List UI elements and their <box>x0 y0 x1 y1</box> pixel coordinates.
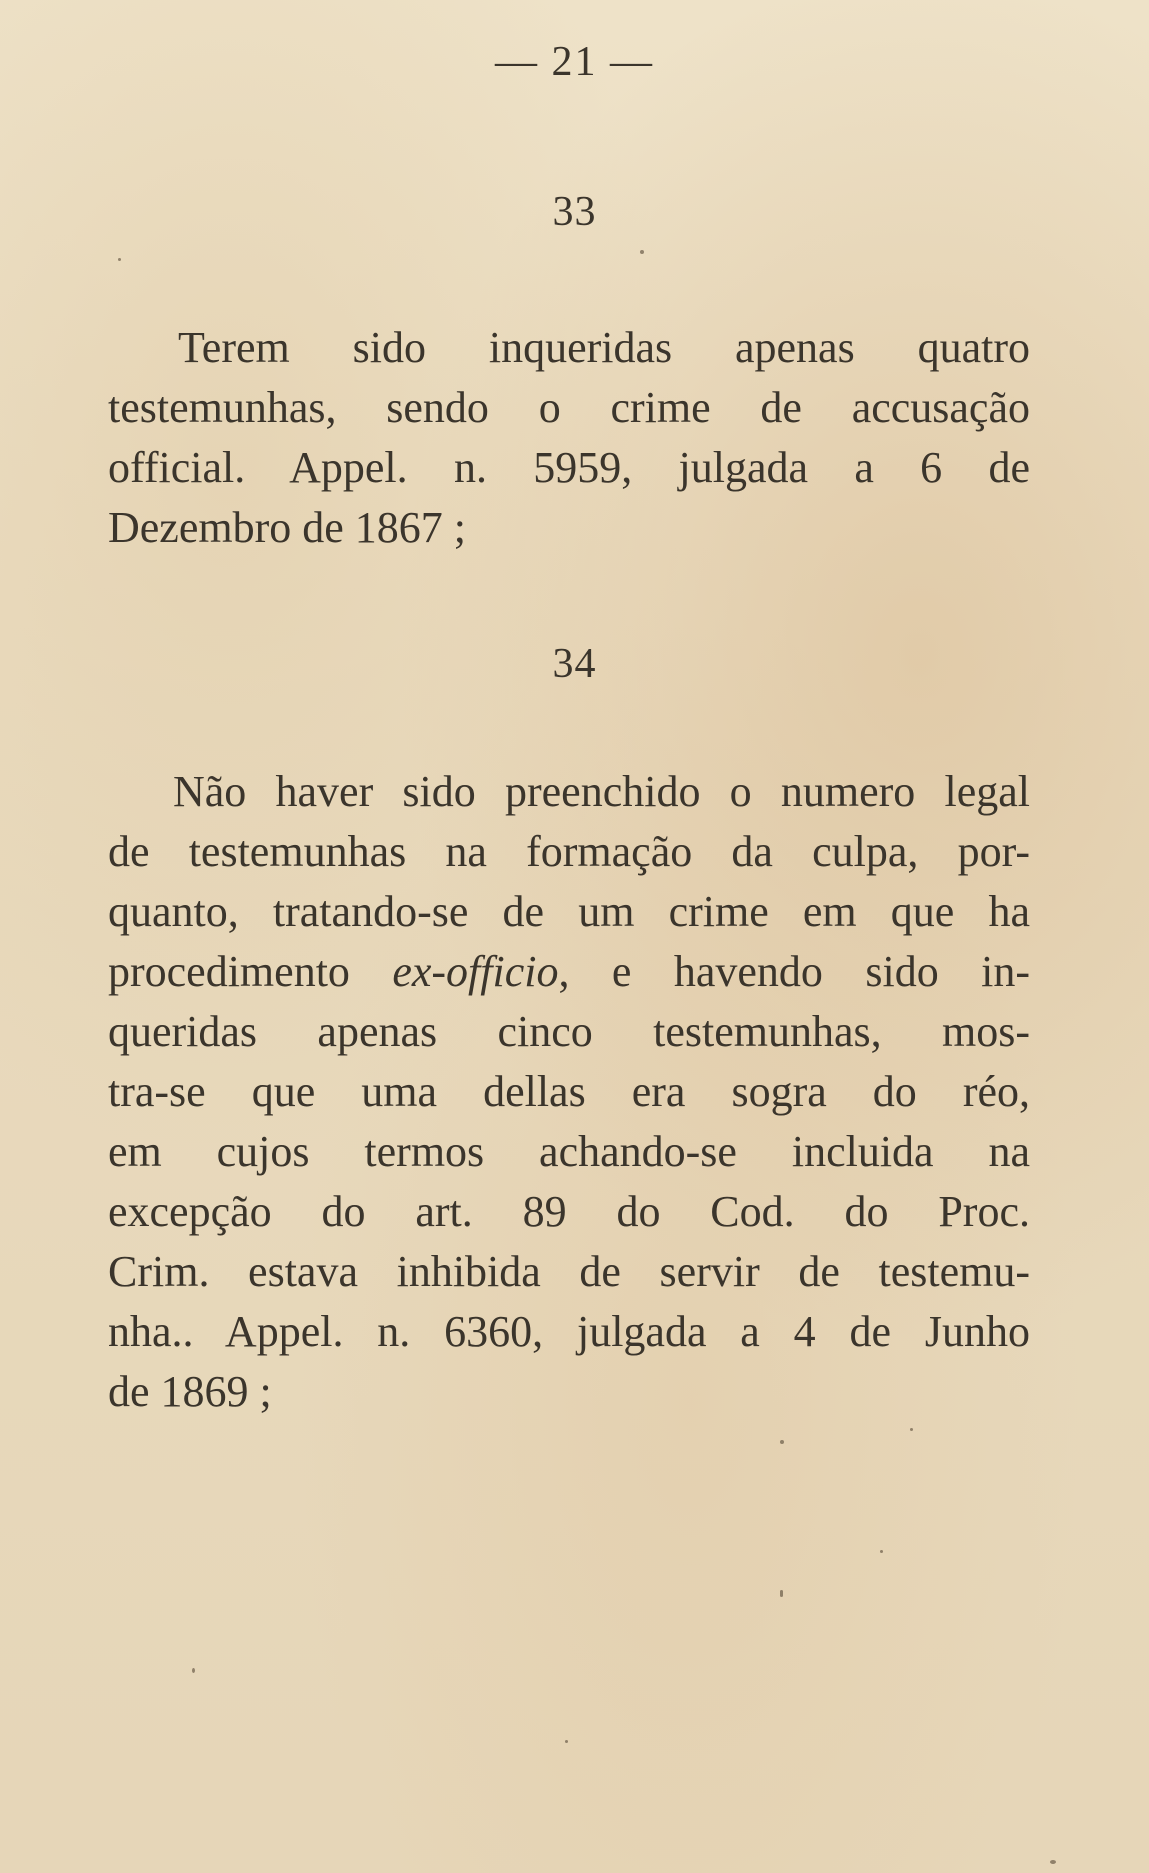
text-line: Dezembro de 1867 ; <box>108 503 466 552</box>
text-line: official. Appel. n. 5959, julgada a 6 de <box>108 443 1030 492</box>
paper-speck <box>910 1428 913 1431</box>
paragraph-34 <box>108 762 1030 1422</box>
text-line: queridas apenas cinco testemunhas, mos- <box>108 1007 1030 1056</box>
section-number-34: 34 <box>552 641 597 687</box>
paper-speck <box>880 1550 883 1553</box>
text-line-with-italic <box>108 942 1030 1002</box>
text-line: em cujos termos achando-se incluida na <box>108 1127 1030 1176</box>
text-line: nha.. Appel. n. 6360, julgada a 4 de Junho <box>108 1307 1030 1356</box>
text-line: de 1869 ; <box>108 1367 272 1416</box>
text-line: excepção do art. 89 do Cod. do Proc. <box>108 1187 1030 1236</box>
paper-speck <box>640 250 644 254</box>
paper-speck <box>192 1668 195 1673</box>
text-line: Terem sido inqueridas apenas quatro <box>178 323 1030 372</box>
text-run: , e havendo sido in- <box>558 947 1030 996</box>
text-line: Não haver sido preenchido o numero legal <box>173 767 1030 816</box>
text-line: Crim. estava inhibida de servir de testemu- <box>108 1247 1030 1296</box>
paper-speck <box>780 1440 784 1444</box>
page-number: — 21 — <box>495 39 654 85</box>
text-line: de testemunhas na formação da culpa, por- <box>108 827 1030 876</box>
paper-speck <box>780 1590 783 1597</box>
paper-speck <box>118 258 121 261</box>
text-line: quanto, tratando-se de um crime em que ha <box>108 887 1030 936</box>
section-number-33: 33 <box>552 189 597 235</box>
text-run: procedimento <box>108 947 393 996</box>
text-line: testemunhas, sendo o crime de accusação <box>108 383 1030 432</box>
text-line: tra-se que uma dellas era sogra do réo, <box>108 1067 1030 1116</box>
paragraph-33 <box>108 318 1030 558</box>
paper-speck <box>565 1740 568 1743</box>
italic-term: ex-officio <box>392 947 559 996</box>
paper-speck <box>1050 1860 1056 1864</box>
